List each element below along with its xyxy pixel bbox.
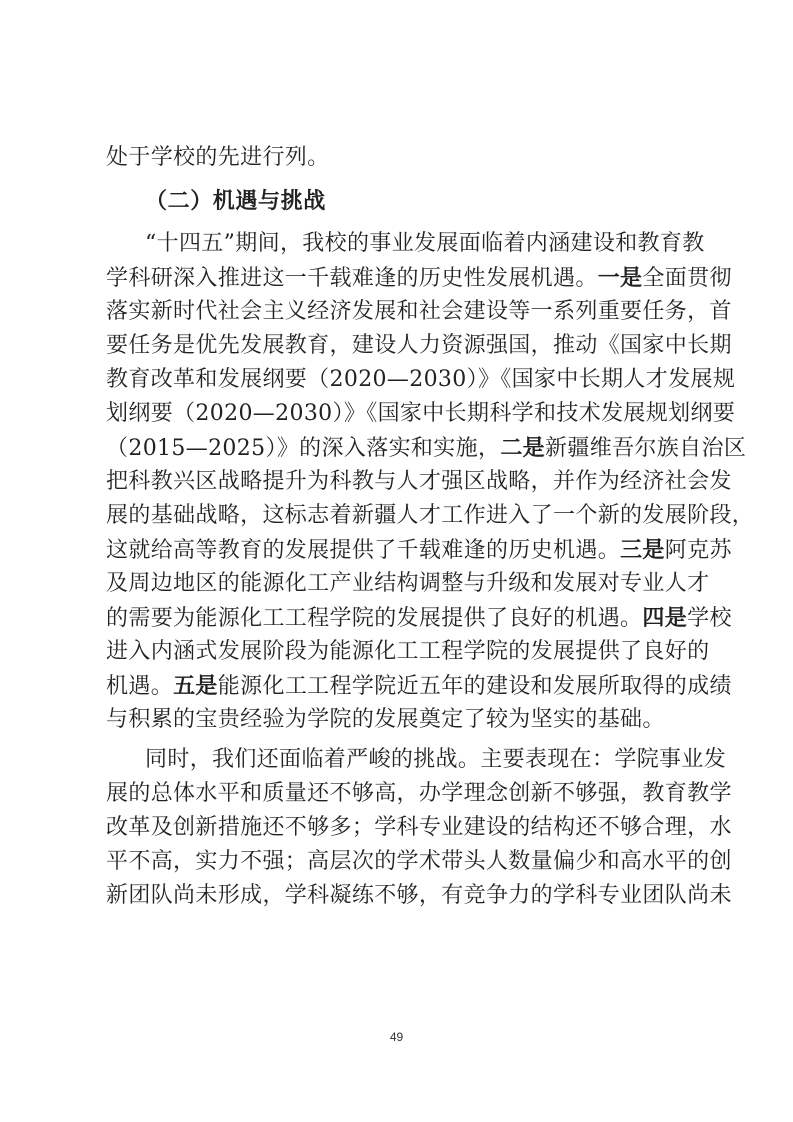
emphasis-ordinal: 三是: [620, 537, 665, 563]
paragraph-line: 划纲要（2020—2030）》《国家中长期科学和技术发展规划纲要: [106, 401, 736, 426]
section-heading: （二）机遇与挑战: [145, 188, 326, 214]
paragraph-line: [106, 532, 732, 568]
text-run: 阿克苏: [664, 538, 732, 563]
paragraph-line: 展的总体水平和质量还不够高，办学理念创新不够强，教育教学: [106, 781, 732, 806]
paragraph-line: 落实新时代社会主义经济发展和社会建设等一系列重要任务，首: [106, 299, 732, 324]
paragraph-line: 及周边地区的能源化工产业结构调整与升级和发展对专业人才: [106, 571, 710, 596]
paragraph-line: 新团队尚未形成，学科凝练不够，有竞争力的学科专业团队尚未: [106, 883, 732, 908]
text-run: 能源化工工程学院近五年的建设和发展所取得的成绩: [217, 674, 732, 699]
intro-line: 处于学校的先进行列。: [106, 145, 330, 170]
paragraph-line: [106, 668, 732, 704]
text-run: （2015—2025）》的深入落实和实施，: [106, 436, 501, 461]
paragraph-line: 同时，我们还面临着严峻的挑战。主要表现在：学院事业发: [145, 747, 727, 772]
text-run: 新疆维吾尔族自治区: [545, 436, 747, 461]
paragraph-line: 展的基础战略，这标志着新疆人才工作进入了一个新的发展阶段，: [106, 503, 755, 528]
text-run: 全面贯彻: [642, 266, 732, 291]
emphasis-ordinal: 四是: [642, 605, 688, 631]
paragraph-line: 平不高，实力不强；高层次的学术带头人数量偏少和高水平的创: [106, 849, 732, 874]
paragraph-line: 与积累的宝贵经验为学院的发展奠定了较为坚实的基础。: [106, 707, 665, 732]
text-run: 学科研深入推进这一千载难逢的历史性发展机遇。: [106, 266, 598, 291]
emphasis-ordinal: 一是: [597, 265, 643, 291]
text-run: 这就给高等教育的发展提供了千载难逢的历史机遇。: [106, 538, 621, 563]
paragraph-line: 进入内涵式发展阶段为能源化工工程学院的发展提供了良好的: [106, 639, 710, 664]
paragraph-line: [106, 260, 732, 296]
page-number: 49: [389, 1030, 404, 1044]
paragraph-line: 要任务是优先发展教育，建设人力资源强国，推动《国家中长期: [106, 333, 732, 358]
emphasis-ordinal: 二是: [500, 435, 546, 461]
paragraph-line: 改革及创新措施还不够多；学科专业建设的结构还不够合理，水: [106, 815, 732, 840]
paragraph-line: 把科教兴区战略提升为科教与人才强区战略，并作为经济社会发: [106, 469, 732, 494]
paragraph-line: “十四五”期间，我校的事业发展面临着内涵建设和教育教: [145, 231, 705, 256]
paragraph-line: [106, 600, 732, 636]
text-run: 机遇。: [106, 674, 174, 699]
paragraph-line: [106, 430, 747, 466]
text-run: 学校: [687, 606, 732, 631]
emphasis-ordinal: 五是: [173, 673, 218, 699]
text-run: 的需要为能源化工工程学院的发展提供了良好的机遇。: [106, 606, 643, 631]
paragraph-line: 教育改革和发展纲要（2020—2030）》《国家中长期人才发展规: [106, 367, 736, 392]
